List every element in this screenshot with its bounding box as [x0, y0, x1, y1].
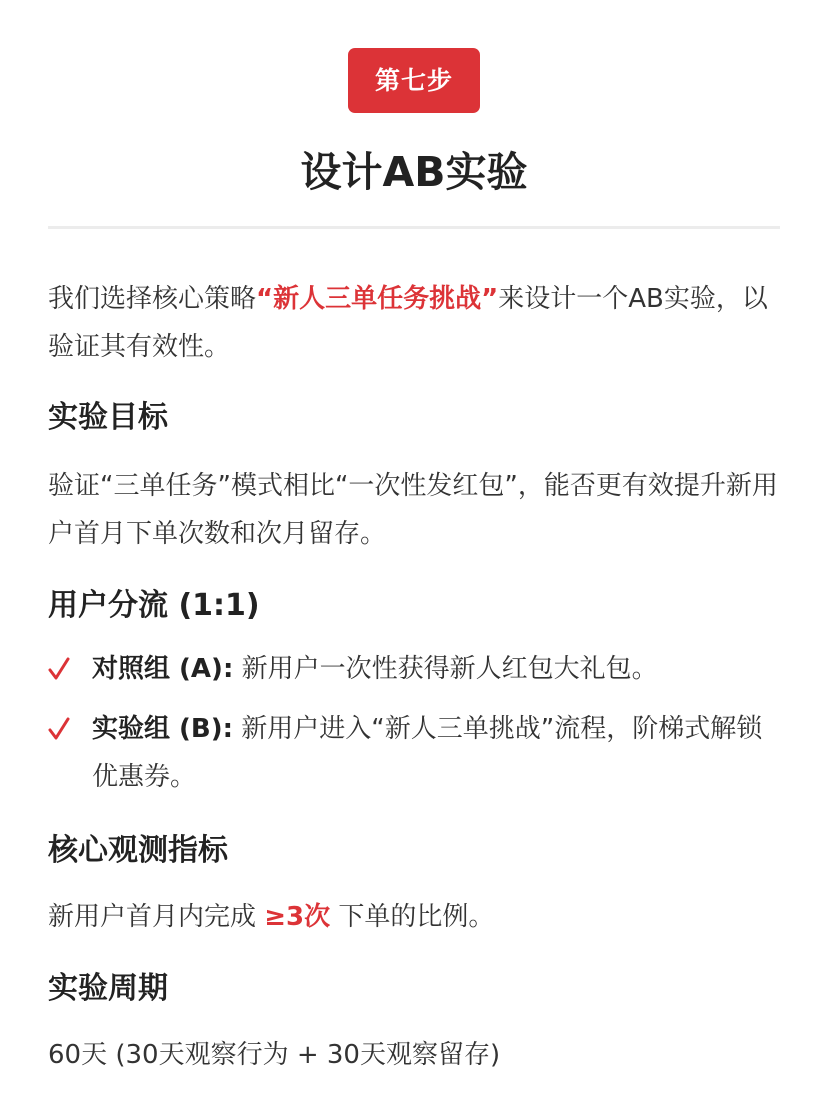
- split-list: [48, 645, 780, 813]
- list-item-control-group: [48, 645, 780, 693]
- metric-paragraph: [48, 893, 780, 941]
- page-title: 设计AB实验: [300, 148, 528, 196]
- goal-heading: 实验目标: [48, 400, 168, 435]
- check-icon: [48, 705, 74, 753]
- list-item-experiment-group: [48, 705, 780, 801]
- metric-highlight: ≥3次: [264, 902, 331, 932]
- metric-text-before: 新用户首月内完成: [48, 902, 265, 932]
- metric-heading: 核心观测指标: [48, 833, 228, 868]
- period-heading: 实验周期: [48, 971, 168, 1006]
- metric-text-after: 下单的比例。: [330, 902, 495, 932]
- split-heading: 用户分流 (1:1): [48, 588, 260, 623]
- intro-text-before: 我们选择核心策略: [48, 284, 257, 314]
- strategy-highlight: “新人三单任务挑战”: [256, 284, 499, 314]
- intro-text-after: 来设计一个AB实验，以验证其有效性。: [48, 284, 768, 362]
- divider: [48, 226, 780, 229]
- intro-paragraph: [48, 275, 780, 371]
- goal-text: 验证“三单任务”模式相比“一次性发红包”，能否更有效提升新用户首月下单次数和次月留存。: [48, 471, 778, 549]
- period-text: 60天 (30天观察行为 + 30天观察留存): [48, 1040, 501, 1070]
- control-group-text: 新用户一次性获得新人红包大礼包。: [233, 654, 658, 684]
- experiment-group-text: 新用户进入“新人三单挑战”流程，阶梯式解锁优惠券。: [92, 714, 763, 792]
- check-icon: [48, 645, 74, 693]
- control-group-label: 对照组 (A):: [92, 654, 234, 684]
- experiment-group-label: 实验组 (B):: [92, 714, 234, 744]
- step-badge: 第七步: [348, 48, 480, 113]
